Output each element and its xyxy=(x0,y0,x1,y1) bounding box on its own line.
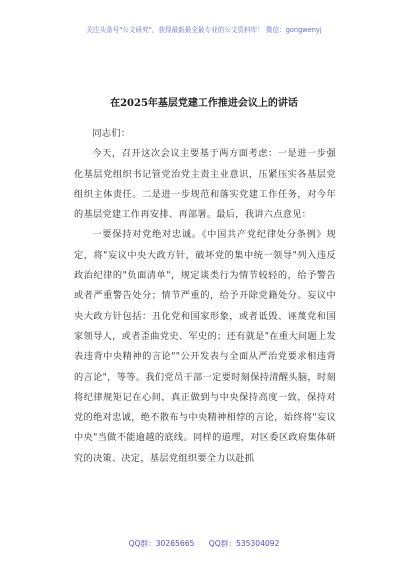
paragraph-intro: 今天，召开这次会议主要基于两方面考虑：一是进一步强化基层党组织书记管党治党主责主业意识，压紧压实各基层党组织主体责任。二是进一步规范和落实党建工作任务，对今年的基层党建工作再安排、再部署。最后，我讲六点意见： xyxy=(74,148,336,221)
salutation: 同志们： xyxy=(92,128,131,139)
paragraph-point-one: 一要保持对党绝对忠诚。《中国共产党纪律处分条例》规定，将"妄议中央大政方针，破坏党的集中统一领导"列入违反政治纪律的"负面清单"，规定谈类行为情节较轻的，给予警告或者严重警告处分；情节严重的，给予开除党籍处分。妄议中央大政方针包括：丑化党和国家形象，或者诋毁、诬蔑党和国家领导人，或者歪曲党史、军史的；还有就是"在重大问题上发表违背中央精神的言论""公开发表与全面从严治党要求相违背的言论"，等等。我们党员干部一定要时刻保持清醒头脑，时刻将纪律规矩记在心间，真正做到与中央保持高度一致，保持对党的绝对忠诚，绝不散布与中央精神相悖的言论，始终将"妄议中央"当做不能逾越的底线。同样的道理，对区委区政府集体研究的决策、决定，基层党组织要全力以赴抓 xyxy=(74,229,336,464)
document-title: 在2025年基层党建工作推进会议上的讲话 xyxy=(110,98,298,109)
document-body xyxy=(74,124,336,469)
header-banner: 关注头条号"公文研究"，获得最新最全最专业的公文资料库！ 微信：gongwenyj xyxy=(86,26,322,34)
footer-qq-group-1: QQ群：30265665 xyxy=(128,539,195,548)
footer-qq-group-2: QQ群：535304092 xyxy=(208,539,280,548)
footer-qq-groups xyxy=(0,538,408,549)
